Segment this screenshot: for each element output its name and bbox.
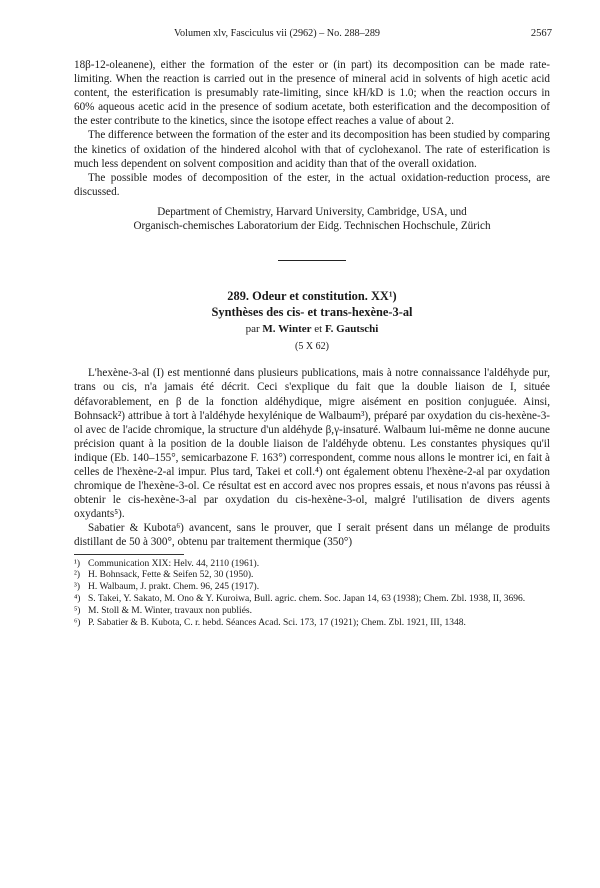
footnote-number: ⁶) [74,618,81,629]
running-header [74,28,552,44]
running-title: Volumen xlv, Fasciculus vii (2962) – No. 288–289 [174,28,381,39]
footnote-text: H. Bohnsack, Fette & Seifen 52, 30 (1950). [88,570,254,581]
affiliation [74,205,550,233]
footnote-number: ⁴) [74,594,81,605]
summary-paragraph: The possible modes of decomposition of the ester, in the actual oxidation-reduction process, are discussed. [74,171,550,198]
article-paragraph: L'hexène-3-al (I) est mentionné dans plusieurs publications, mais à notre connaissance l'aldéhyde pur, trans ou cis, n'a jamais été décrit. Ceci s'explique du fait que la double liaison de I, située défavorablement, en β de la fonction aldéhydique, migre aisément en position conjuguée. Ainsi, Bohnsack²) attribue à tort à l'aldéhyde hexylénique de Walbaum³), préparé par oxydation du cis-hexène-3-ol avec de l'acide chromique, la structure d'un aldéhyde β,γ-insaturé. Walbaum lui-même ne donne aucune précision quant à la position de la double liaison de l'aldéhyde obtenu. Les constantes physiques qu'il indique (Eb. 140–155°, semicarbazone F. 163°) correspondent, comme nous allons le montrer ici, en fait à celles de l'hexène-2-al impur. Plus tard, Takei et coll.⁴) ont également obtenu l'hexène-2-al par oxydation chromique de l'hexène-3-ol. Ce résultat est en accord avec nos propres essais, et nous n'avons pas réussi à obtenir le cis-hexène-3-al par oxydation du cis-hexène-3-ol, malgré l'utilisation de divers agents oxydants⁵). [74,367,550,521]
authors-join: et [314,323,323,336]
footnote-number: ⁵) [74,606,81,617]
article-title [74,288,550,320]
article-subtitle-line: Synthèses des cis- et trans-hexène-3-al [211,305,413,320]
authors-prefix: par [245,323,260,336]
article-authors [74,322,550,336]
summary-paragraph: The difference between the formation of the ester and its decomposition has been studied by comparing the kinetics of oxidation of the hindered alcohol with that of cyclohexanol. The rate of esterification is much less dependent on solvent composition and acidity than that of the overall oxidation. [74,129,550,170]
page-body [74,58,550,630]
footnote [74,594,550,606]
footnote-number: ²) [74,570,81,581]
footnotes [74,559,550,630]
article-paragraph: Sabatier & Kubota⁶) avancent, sans le prouver, que I serait présent dans un mélange de produits distillant de 50 à 300°, obtenu par traitement thermique (350°) [74,522,550,549]
footnote [74,606,550,618]
author-name: M. Winter [262,323,312,336]
footnote-text: S. Takei, Y. Sakato, M. Ono & Y. Kuroiwa, Bull. agric. chem. Soc. Japan 14, 63 (1938); Chem. Zbl. 1938, II, 3696. [88,594,526,605]
footnote-divider [74,554,184,555]
footnote-number: ¹) [74,558,81,569]
summary-paragraph: 18β-12-oleanene), either the formation of the ester or (in part) its decomposition can be made rate-limiting. When the reaction is carried out in the presence of mineral acid in solvents of high acetic acid content, the esterification is presumably rate-limiting, since kH/kD is 1.0; when the reaction occurs in 60% aqueous acetic acid in the presence of sodium acetate, both esterification and the decomposition of the ester contribute to the kinetics, since the isotope effect reaches a value of about 2. [74,59,550,128]
footnote [74,559,550,571]
section-divider [278,260,346,261]
footnote-text: M. Stoll & M. Winter, travaux non publiés. [88,606,252,617]
page-number: 2567 [530,28,552,39]
footnote-number: ³) [74,582,81,593]
author-name: F. Gautschi [324,323,379,336]
received-date: (5 X 62) [295,341,329,353]
footnote [74,570,550,582]
footnote [74,582,550,594]
article-title-line: 289. Odeur et constitution. XX¹) [227,289,397,304]
affiliation-line: Organisch-chemisches Laboratorium der Eidg. Technischen Hochschule, Zürich [133,220,491,233]
footnote-text: Communication XIX: Helv. 44, 2110 (1961). [88,558,260,569]
affiliation-line: Department of Chemistry, Harvard University, Cambridge, USA, und [157,205,467,218]
footnote [74,618,550,630]
footnote-text: P. Sabatier & B. Kubota, C. r. hebd. Séances Acad. Sci. 173, 17 (1921); Chem. Zbl. 1921, III, 1348. [88,618,466,629]
footnote-text: H. Walbaum, J. prakt. Chem. 96, 245 (1917). [88,582,260,593]
